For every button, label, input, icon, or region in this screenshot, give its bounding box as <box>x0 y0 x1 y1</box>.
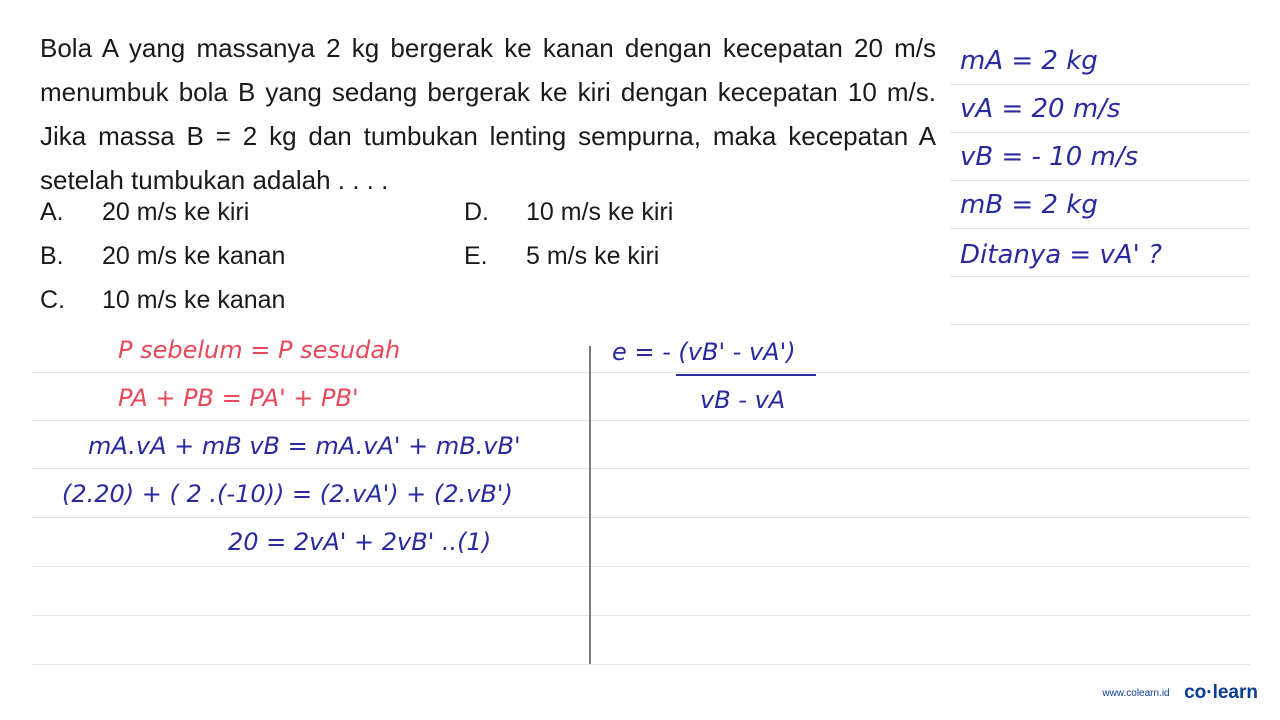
option-text: 10 m/s ke kanan <box>102 286 286 314</box>
solution-line-3: mA.vA + mB vB = mA.vA' + mB.vB' <box>88 432 521 460</box>
known-mb: mB = 2 kg <box>960 190 1098 220</box>
ruled-line <box>32 664 1250 665</box>
ruled-line <box>32 566 1250 567</box>
known-va: vA = 20 m/s <box>960 94 1121 124</box>
restitution-fraction-bar <box>676 374 816 376</box>
option-a <box>40 198 249 227</box>
ruled-line <box>950 180 1250 181</box>
solution-line-1: P sebelum = P sesudah <box>118 336 401 364</box>
option-b <box>40 242 285 271</box>
option-text: 5 m/s ke kiri <box>526 242 660 270</box>
solution-line-4: (2.20) + ( 2 .(-10)) = (2.vA') + (2.vB') <box>62 480 513 508</box>
problem-text: Bola A yang massanya 2 kg bergerak ke kanan dengan kecepatan 20 m/s menumbuk bola B yang sedang bergerak ke kiri dengan kecepatan 10 m/s. Jika massa B = 2 kg dan tumbukan lenting sempurna, maka kecepatan A setelah tumbukan adalah . . . . <box>40 33 936 195</box>
known-asked: Ditanya = vA' ? <box>960 240 1162 270</box>
known-vb: vB = - 10 m/s <box>960 142 1139 172</box>
ruled-line <box>950 324 1250 325</box>
ruled-line <box>950 132 1250 133</box>
ruled-line <box>32 517 1250 518</box>
option-e <box>464 242 659 271</box>
known-ma: mA = 2 kg <box>960 46 1098 76</box>
restitution-numerator: e = - (vB' - vA') <box>612 338 796 366</box>
option-letter: E. <box>464 242 488 270</box>
ruled-line <box>32 615 1250 616</box>
brand-footer <box>1102 682 1258 704</box>
solution-line-5: 20 = 2vA' + 2vB' ..(1) <box>228 528 492 556</box>
option-d <box>464 198 673 227</box>
brand-logo: co·learn <box>1184 682 1258 703</box>
option-c <box>40 286 285 315</box>
ruled-line <box>950 276 1250 277</box>
solution-line-2: PA + PB = PA' + PB' <box>118 384 359 412</box>
ruled-line <box>32 420 1250 421</box>
option-text: 20 m/s ke kanan <box>102 242 286 270</box>
option-letter: A. <box>40 198 64 226</box>
restitution-denominator: vB - vA <box>700 386 786 414</box>
ruled-line <box>950 84 1250 85</box>
option-letter: D. <box>464 198 489 226</box>
ruled-line <box>950 228 1250 229</box>
brand-url: www.colearn.id <box>1102 687 1170 699</box>
column-divider <box>589 346 591 664</box>
option-letter: C. <box>40 286 65 314</box>
option-text: 10 m/s ke kiri <box>526 198 674 226</box>
ruled-line <box>32 372 1250 373</box>
option-letter: B. <box>40 242 64 270</box>
option-text: 20 m/s ke kiri <box>102 198 250 226</box>
ruled-line <box>32 468 1250 469</box>
